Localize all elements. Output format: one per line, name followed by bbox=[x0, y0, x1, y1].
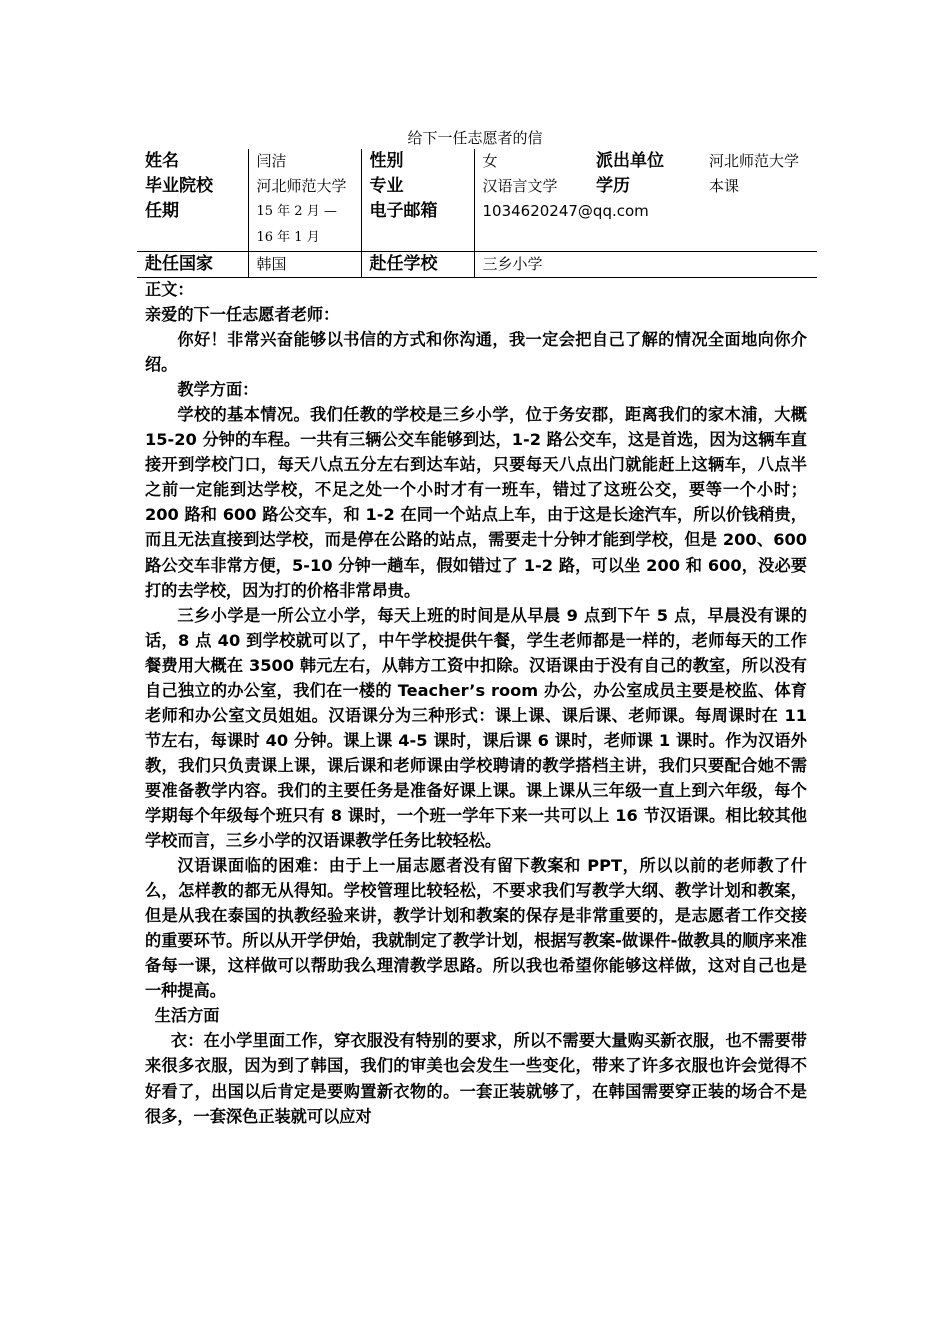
term-value-line1: 15 年 2 月 — bbox=[256, 204, 337, 219]
degree-label: 学历 bbox=[596, 176, 630, 196]
graduate-school-value: 河北师范大学 bbox=[248, 174, 361, 199]
dispatch-unit-value: 河北师范大学 bbox=[709, 152, 800, 170]
term-label: 任期 bbox=[145, 201, 179, 221]
name-value: 闫洁 bbox=[248, 149, 361, 174]
info-row bbox=[137, 252, 817, 278]
country-label: 赴任国家 bbox=[137, 252, 248, 278]
post-school-label: 赴任学校 bbox=[361, 252, 474, 278]
greeting: 亲爱的下一任志愿者老师： bbox=[145, 305, 340, 325]
info-row bbox=[137, 174, 817, 199]
major-label: 专业 bbox=[361, 174, 474, 199]
document-title: 给下一任志愿者的信 bbox=[407, 129, 543, 147]
intro-paragraph: 你好！非常兴奋能够以书信的方式和你沟通，我一定会把自己了解的情况全面地向你介绍。 bbox=[145, 330, 807, 375]
gender-label: 性别 bbox=[361, 149, 474, 174]
graduate-school-label: 毕业院校 bbox=[145, 176, 213, 196]
volunteer-info-table bbox=[137, 149, 817, 278]
major-value: 汉语言文学 bbox=[474, 174, 588, 199]
gender-value: 女 bbox=[474, 149, 588, 174]
teaching-difficulty-paragraph: 汉语课面临的困难：由于上一届志愿者没有留下教案和 PPT，所以以前的老师教了什么，怎样教的都无从得知。学校管理比较轻松，不要求我们写教学大纲、教学计划和教案，但是从我在泰国的执教经验来讲，教学计划和教案的保存是非常重要的，是志愿者工作交接的重要环节。所以从开学伊始，我就制定了教学计划，根据写教案-做课件-做教具的顺序来准备每一课，这样做可以帮助我么理清教学思路。所以我也希望你能够这样做，这对自己也是一种提高。 bbox=[145, 856, 807, 1001]
samhyang-school-paragraph: 三乡小学是一所公立小学，每天上班的时间是从早晨 9 点到下午 5 点，早晨没有课的话，8 点 40 到学校就可以了，中午学校提供午餐，学生老师都是一样的，老师每天的工作餐费用大概在 3500 韩元左右，从韩方工资中扣除。汉语课由于没有自己的教室，所以没有自己独立的办公室，我们在一楼的 Teacher’s room 办公，办公室成员主要是校监、体育老师和办公室文员姐姐。汉语课分为三种形式：课上课、课后课、老师课。每周课时在 11 节左右，每课时 40 分钟。课上课 4-5 课时，课后课 6 课时，老师课 1 课时。作为汉语外教，我们只负责课上课，课后课和老师课由学校聘请的教学搭档主讲，我们只要配合她不需要准备教学内容。我们的主要任务是准备好课上课。课上课从三年级一直上到六年级，每个学期每个年级每个班只有 8 课时，一个班一学年下来一共可以上 16 节汉语课。相比较其他学校而言，三乡小学的汉语课教学任务比较轻松。 bbox=[145, 605, 807, 851]
email-label: 电子邮箱 bbox=[361, 199, 474, 252]
name-label: 姓名 bbox=[145, 151, 179, 171]
dispatch-unit-label: 派出单位 bbox=[596, 151, 664, 171]
info-row bbox=[137, 149, 817, 174]
country-value: 韩国 bbox=[248, 252, 361, 278]
letter-body bbox=[145, 277, 807, 1129]
life-heading: 生活方面 bbox=[154, 1006, 220, 1026]
teaching-heading: 教学方面： bbox=[177, 380, 259, 400]
term-value bbox=[248, 199, 361, 252]
post-school-value: 三乡小学 bbox=[474, 252, 817, 278]
degree-value: 本课 bbox=[709, 177, 740, 195]
term-value-line2: 16 年 1 月 bbox=[256, 230, 320, 245]
body-label: 正文： bbox=[145, 280, 194, 299]
email-value: 1034620247@qq.com bbox=[474, 199, 817, 252]
clothing-paragraph: 衣：在小学里面工作，穿衣服没有特别的要求，所以不需要大量购买新衣服，也不需要带来很多衣服，因为到了韩国，我们的审美也会发生一些变化，带来了许多衣服也许会觉得不好看了，出国以后肯定是要购置新衣物的。一套正装就够了，在韩国需要穿正装的场合不是很多，一套深色正装就可以应对 bbox=[145, 1031, 807, 1126]
school-info-paragraph: 学校的基本情况。我们任教的学校是三乡小学，位于务安郡，距离我们的家木浦，大概 15-20 分钟的车程。一共有三辆公交车能够到达，1-2 路公交车，这是首选，因为这辆车直接开到学校门口，每天八点五分左右到达车站，只要每天八点出门就能赶上这辆车，八点半之前一定能到达学校，不足之处一个小时才有一班车，错过了这班公交，要等一个小时；200 路和 600 路公交车，和 1-2 在同一个站点上车，由于这是长途汽车，所以价钱稍贵，而且无法直接到达学校，而是停在公路的站点，需要走十分钟才能到学校，但是 200、600 路公交车非常方便，5-10 分钟一趟车，假如错过了 1-2 路，可以坐 200 和 600，没必要打的去学校，因为打的价格非常昂贵。 bbox=[145, 405, 807, 600]
info-row bbox=[137, 199, 817, 252]
